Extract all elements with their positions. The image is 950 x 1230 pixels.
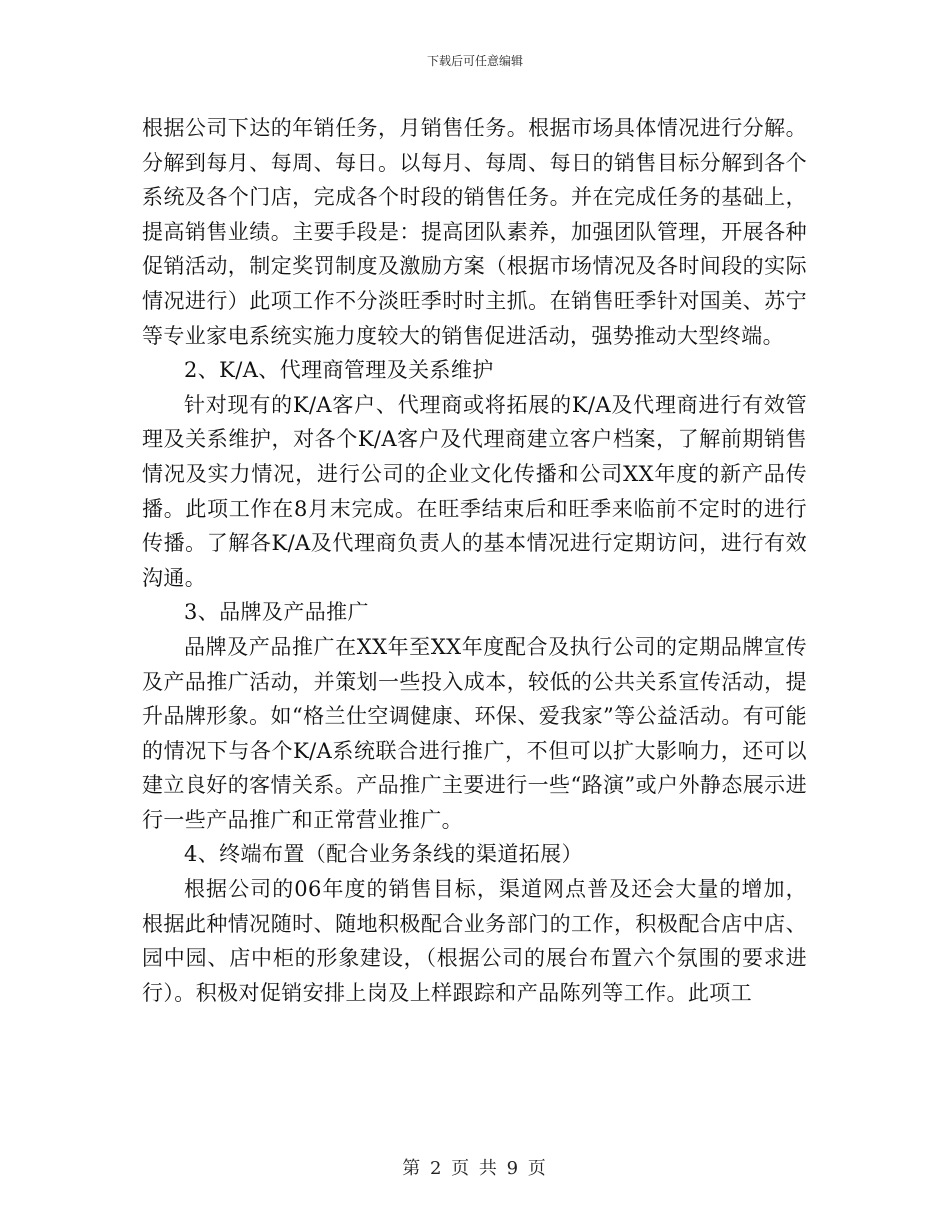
- document-body: [142, 111, 807, 1010]
- section-heading-terminal-layout: 4、终端布置（配合业务条线的渠道拓展）: [184, 842, 583, 867]
- header-note: 下载后可任意编辑: [426, 54, 523, 68]
- paragraph-terminal-layout: 根据公司的06年度的销售目标，渠道网点普及还会大量的增加，根据此种情况随时、随地积极配合业务部门的工作，积极配合店中店、园中园、店中柜的形象建设，（根据公司的展台布置六个氛围的要求进行）。积极对促销安排上岗及上样跟踪和产品陈列等工作。此项工: [142, 877, 807, 1005]
- section-heading-ka-agent: 2、K/A、代理商管理及关系维护: [184, 358, 494, 383]
- paragraph-brand-promotion: 品牌及产品推广在XX年至XX年度配合及执行公司的定期品牌宣传及产品推广活动，并策划一些投入成本，较低的公共关系宣传活动，提升品牌形象。如“格兰仕空调健康、环保、爱我家”等公益活动。有可能的情况下与各个K/A系统联合进行推广，不但可以扩大影响力，还可以建立良好的客情关系。产品推广主要进行一些“路演”或户外静态展示进行一些产品推广和正常营业推广。: [142, 634, 807, 832]
- paragraph-sales-tasks: 根据公司下达的年销任务，月销售任务。根据市场具体情况进行分解。分解到每月、每周、每日。以每月、每周、每日的销售目标分解到各个系统及各个门店，完成各个时段的销售任务。并在完成任务的基础上，提高销售业绩。主要手段是：提高团队素养，加强团队管理，开展各种促销活动，制定奖罚制度及激励方案（根据市场情况及各时间段的实际情况进行）此项工作不分淡旺季时时主抓。在销售旺季针对国美、苏宁等专业家电系统实施力度较大的销售促进活动，强势推动大型终端。: [142, 116, 807, 348]
- paragraph-ka-agent: 针对现有的K/A客户、代理商或将拓展的K/A及代理商进行有效管理及关系维护，对各个K/A客户及代理商建立客户档案，了解前期销售情况及实力情况，进行公司的企业文化传播和公司XX年度的新产品传播。此项工作在8月末完成。在旺季结束后和旺季来临前不定时的进行传播。了解各K/A及代理商负责人的基本情况进行定期访问，进行有效沟通。: [142, 392, 807, 590]
- page-number-footer: 第 2 页 共 9 页: [402, 1158, 548, 1179]
- section-heading-brand-promotion: 3、品牌及产品推广: [184, 600, 369, 625]
